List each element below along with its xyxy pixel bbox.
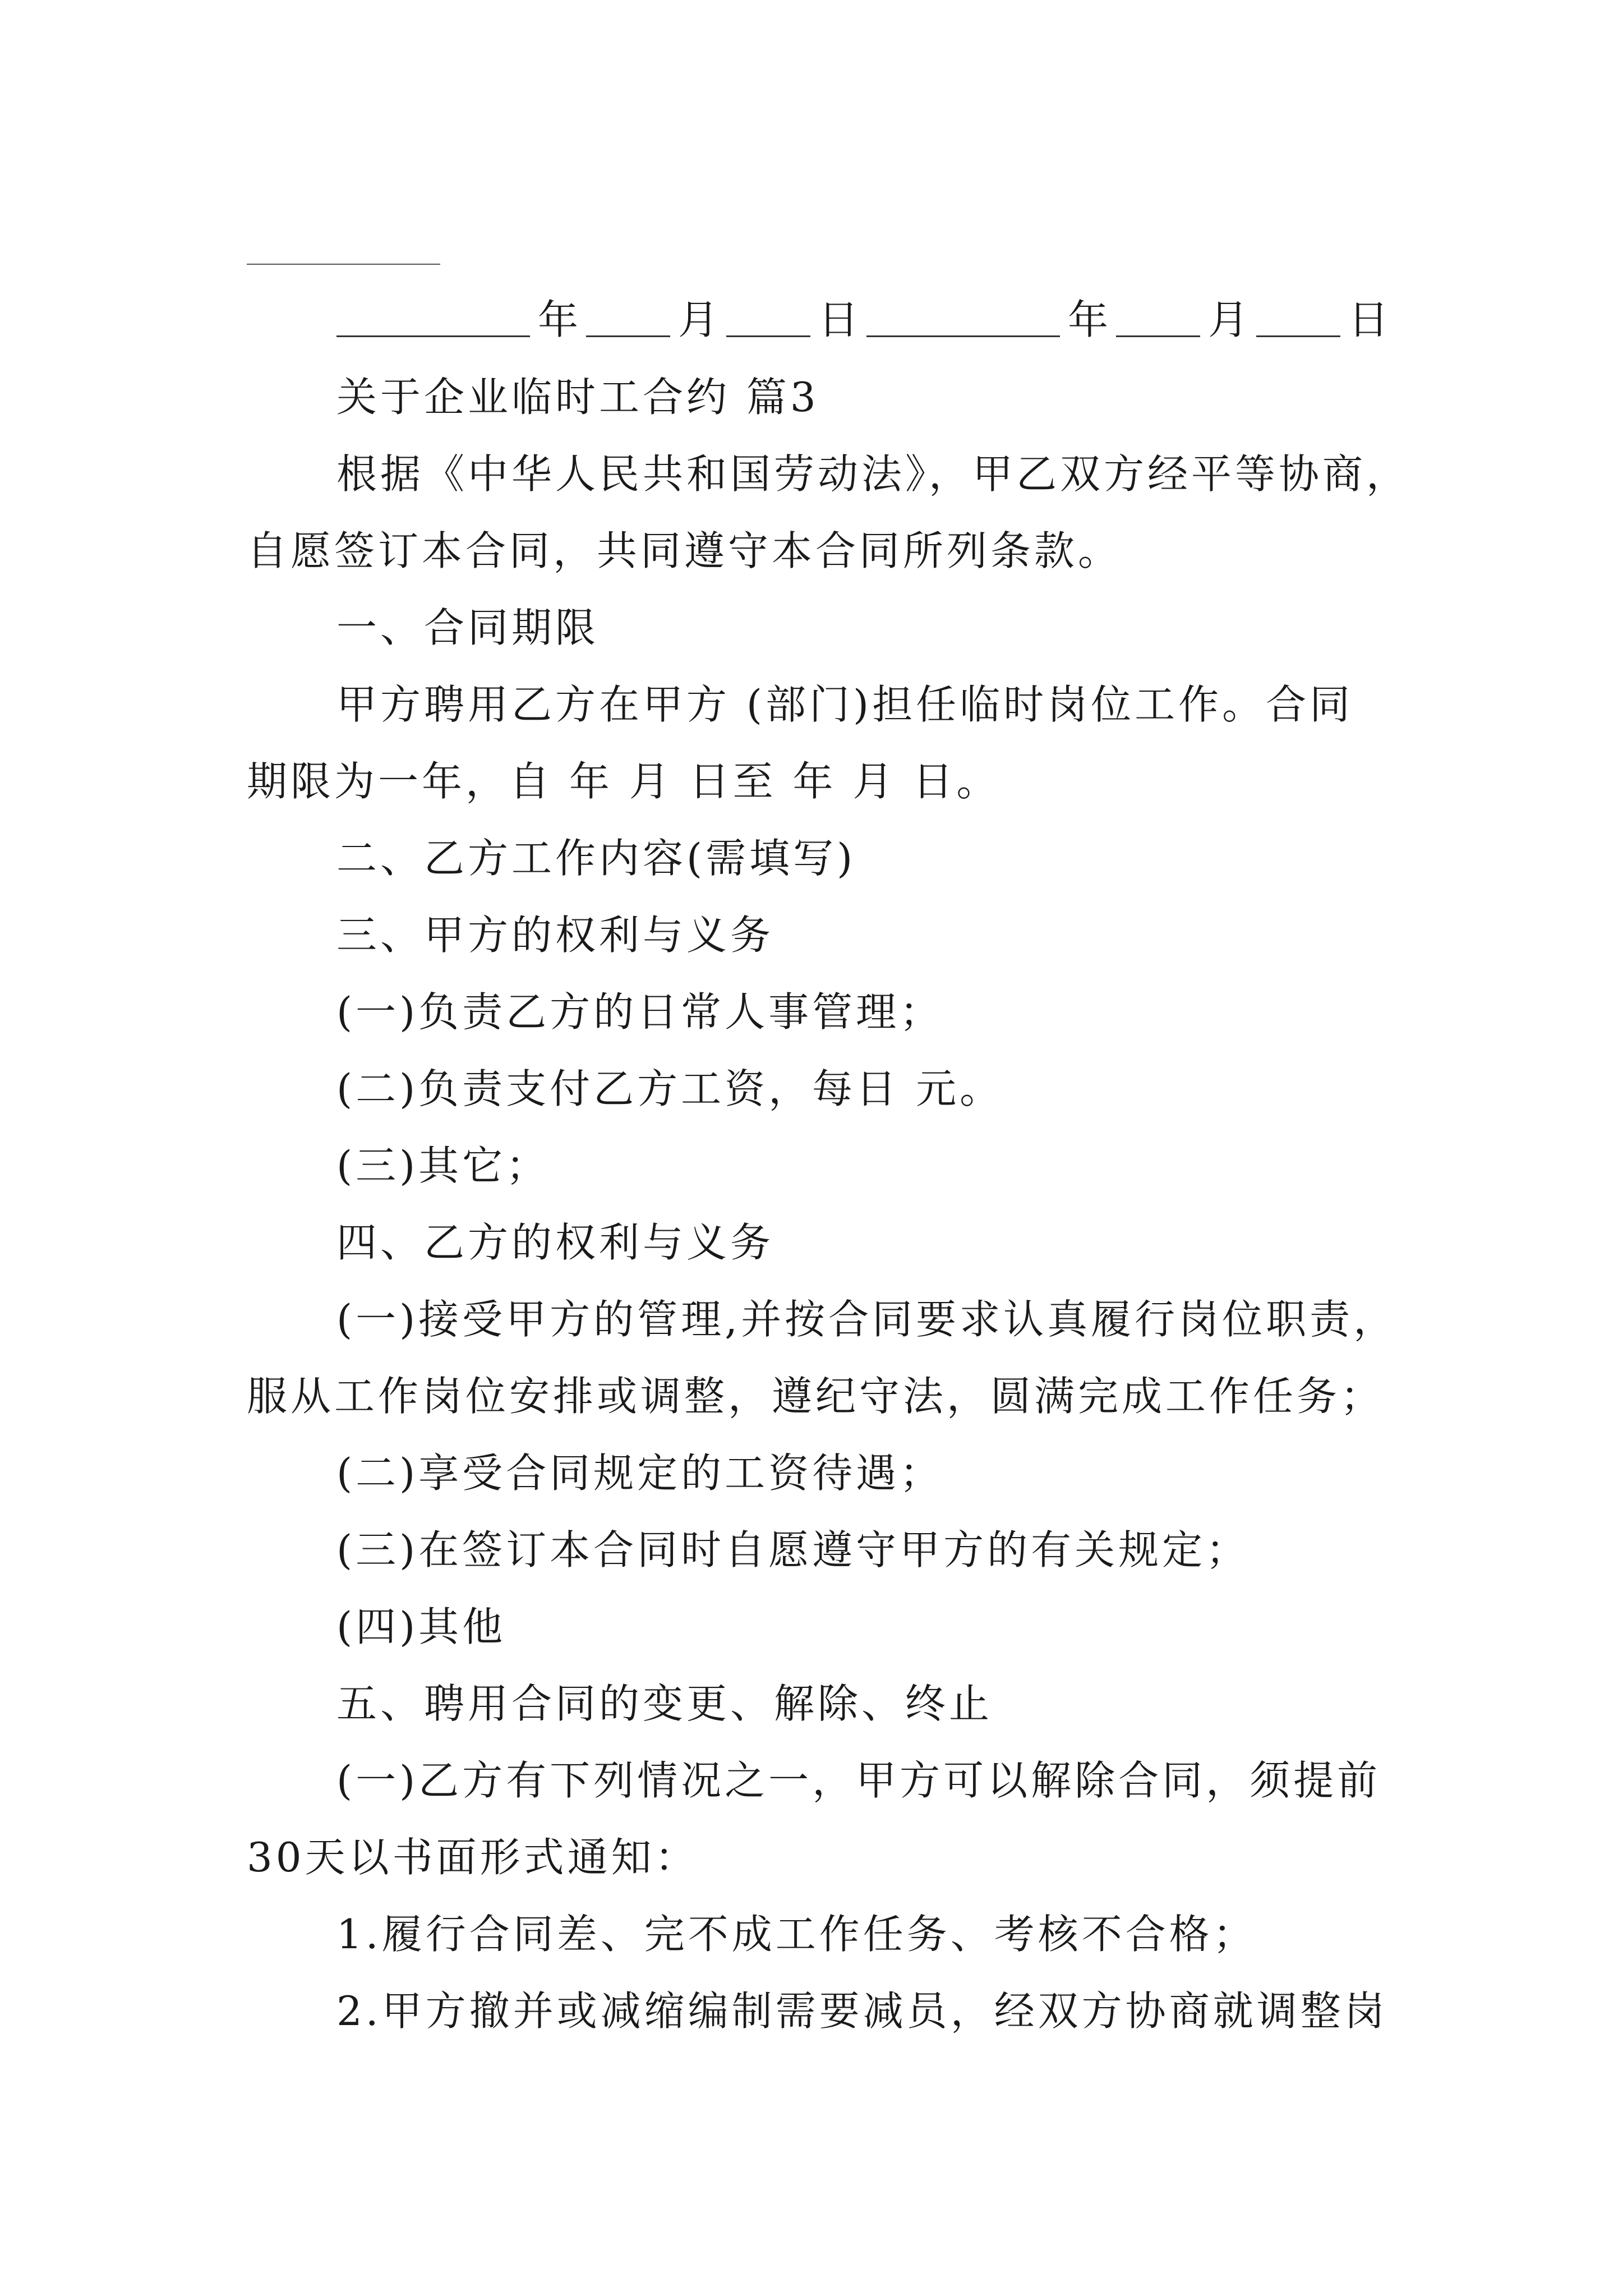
- section-heading: 二、乙方工作内容(需填写): [336, 835, 856, 882]
- day-blank-1[interactable]: [726, 296, 810, 337]
- month-label-1: 月: [678, 296, 719, 343]
- list-item: (二)负责支付乙方工资，每日 元。: [336, 1065, 1004, 1112]
- list-item: 2.甲方撤并或减缩编制需要减员，经双方协商就调整岗: [336, 1987, 1388, 2035]
- month-blank-2[interactable]: [1116, 296, 1200, 337]
- month-label-2: 月: [1208, 296, 1249, 343]
- year-blank-2[interactable]: [866, 296, 1060, 337]
- section-heading: 一、合同期限: [336, 604, 600, 651]
- list-item: (四)其他: [336, 1603, 506, 1650]
- year-blank-1[interactable]: [336, 296, 530, 337]
- paragraph-line: 30天以书面形式通知：: [247, 1834, 699, 1881]
- list-item: (三)在签订本合同时自愿遵守甲方的有关规定；: [336, 1526, 1250, 1573]
- section-heading: 三、甲方的权利与义务: [336, 912, 774, 959]
- section-heading: 五、聘用合同的变更、解除、终止: [336, 1680, 993, 1727]
- list-item: (二)享受合同规定的工资待遇；: [336, 1450, 944, 1497]
- day-label-1: 日: [818, 296, 859, 343]
- paragraph-line: 甲方聘用乙方在甲方 (部门)担任临时岗位工作。合同: [336, 681, 1354, 728]
- section-heading: 四、乙方的权利与义务: [336, 1219, 774, 1266]
- day-label-2: 日: [1348, 296, 1389, 343]
- section-heading-title: 关于企业临时工合约 篇3: [336, 374, 819, 421]
- paragraph-line: 期限为一年，自 年 月 日至 年 月 日。: [247, 758, 1000, 805]
- list-item: (一)接受甲方的管理,并按合同要求认真履行岗位职责，: [336, 1296, 1398, 1343]
- year-label-2: 年: [1068, 296, 1109, 343]
- list-item: (三)其它；: [336, 1142, 550, 1189]
- list-item: (一)负责乙方的日常人事管理；: [336, 988, 944, 1036]
- top-rule-divider: [247, 264, 440, 265]
- year-label-1: 年: [538, 296, 579, 343]
- paragraph-line: 自愿签订本合同，共同遵守本合同所列条款。: [247, 527, 1122, 574]
- signature-date-line: [336, 295, 1396, 345]
- month-blank-1[interactable]: [586, 296, 670, 337]
- list-item: 1.履行合同差、完不成工作任务、考核不合格；: [336, 1911, 1257, 1958]
- paragraph-line: 服从工作岗位安排或调整，遵纪守法，圆满完成工作任务；: [247, 1373, 1385, 1420]
- paragraph-line: 根据《中华人民共和国劳动法》，甲乙双方经平等协商，: [336, 450, 1410, 498]
- day-blank-2[interactable]: [1256, 296, 1340, 337]
- list-item: (一)乙方有下列情况之一，甲方可以解除合同，须提前: [336, 1757, 1381, 1804]
